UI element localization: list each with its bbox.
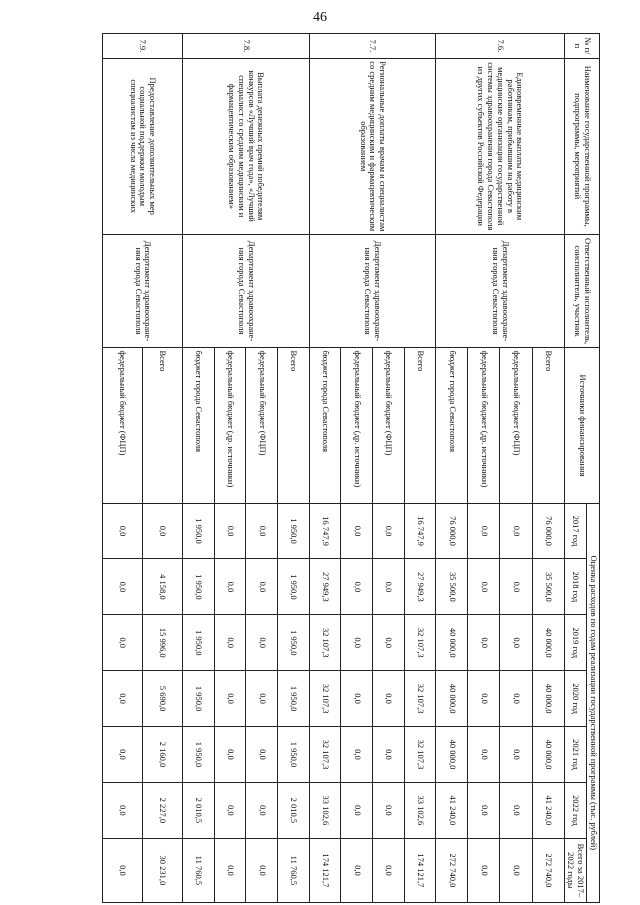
year-value: 0,0 (246, 615, 278, 671)
year-value: 32 107,3 (404, 615, 436, 671)
year-value: 0,0 (246, 727, 278, 783)
year-value: 0,0 (214, 671, 246, 727)
header-source: Источники финансирования (564, 348, 599, 503)
year-value: 0,0 (103, 727, 143, 783)
year-value: 0,0 (341, 503, 373, 559)
header-year: 2020 год (564, 671, 587, 727)
year-value: 0,0 (468, 727, 500, 783)
year-value: 15 996,0 (143, 615, 183, 671)
year-value: 0,0 (103, 559, 143, 615)
row-index: 7.6. (436, 34, 564, 59)
year-value: 0,0 (246, 503, 278, 559)
year-value: 0,0 (468, 782, 500, 838)
year-value: 76 000,0 (532, 503, 564, 559)
year-value: 0,0 (468, 671, 500, 727)
year-value: 16 747,9 (404, 503, 436, 559)
funding-source: федеральный бюджет (ФЦП) (372, 348, 404, 503)
year-value: 0,0 (500, 615, 532, 671)
funding-source: федеральный бюджет (ФЦП) (500, 348, 532, 503)
responsible-party: Департамент здравоохране-ния города Севастополя (183, 234, 310, 348)
year-value: 4 158,0 (143, 559, 183, 615)
year-value: 1 950,0 (278, 727, 310, 783)
year-value: 0,0 (341, 782, 373, 838)
table-row (278, 34, 310, 903)
year-value: 1 950,0 (278, 559, 310, 615)
year-value: 1 950,0 (278, 615, 310, 671)
year-value: 1 950,0 (278, 671, 310, 727)
year-value: 1 950,0 (183, 503, 215, 559)
year-value: 0,0 (103, 615, 143, 671)
year-value: 0,0 (103, 503, 143, 559)
header-name: Наименование государственной программы, подпрограммы, мероприятий (564, 58, 599, 234)
year-value: 16 747,9 (309, 503, 341, 559)
activity-name: Выплата денежных премий победителям конкурсов «Лучший врач года», «Лучший специалист со средним медицинским и фармацевтическим образованием» (183, 58, 310, 234)
year-value: 40 000,0 (436, 727, 468, 783)
total-value: 272 740,0 (436, 838, 468, 902)
year-value: 0,0 (372, 503, 404, 559)
table-row (532, 34, 564, 903)
year-value: 32 107,3 (404, 727, 436, 783)
total-value: 0,0 (246, 838, 278, 902)
header-year: 2018 год (564, 559, 587, 615)
funding-source: Всего (278, 348, 310, 503)
header-total: Всего за 2017–2022 годы (564, 838, 587, 902)
funding-source: Всего (143, 348, 183, 503)
total-value: 0,0 (214, 838, 246, 902)
year-value: 2 160,0 (143, 727, 183, 783)
year-value: 40 000,0 (532, 615, 564, 671)
year-value: 0,0 (103, 671, 143, 727)
year-value: 27 949,3 (404, 559, 436, 615)
year-value: 0,0 (500, 782, 532, 838)
header-year: 2021 год (564, 727, 587, 783)
year-value: 0,0 (341, 671, 373, 727)
total-value: 174 121,7 (404, 838, 436, 902)
year-value: 0,0 (500, 671, 532, 727)
header-num: № п/п (564, 34, 599, 59)
year-value: 0,0 (103, 782, 143, 838)
year-value: 0,0 (214, 782, 246, 838)
total-value: 11 760,5 (183, 838, 215, 902)
funding-source: федеральный бюджет (др. источники) (468, 348, 500, 503)
funding-source: Всего (404, 348, 436, 503)
year-value: 2 010,5 (278, 782, 310, 838)
year-value: 2 227,0 (143, 782, 183, 838)
year-value: 0,0 (246, 559, 278, 615)
year-value: 0,0 (246, 671, 278, 727)
header-year: 2022 год (564, 782, 587, 838)
year-value: 0,0 (468, 559, 500, 615)
activity-name: Региональные доплаты врачам и специалистам со средним медицинским и фармацевтическим образованием (309, 58, 436, 234)
funding-source: федеральный бюджет (др. источники) (214, 348, 246, 503)
funding-source: бюджет города Севастополя (436, 348, 468, 503)
year-value: 1 950,0 (183, 615, 215, 671)
year-value: 0,0 (372, 671, 404, 727)
activity-name: Предоставление дополнительных мер социальной поддержки молодым специалистам из числа медицинских (103, 58, 183, 234)
year-value: 32 107,3 (404, 671, 436, 727)
funding-source: бюджет города Севастополя (309, 348, 341, 503)
funding-source: федеральный бюджет (ФЦП) (103, 348, 143, 503)
row-index: 7.9. (103, 34, 183, 59)
row-index: 7.8. (183, 34, 310, 59)
year-value: 0,0 (214, 559, 246, 615)
year-value: 0,0 (372, 727, 404, 783)
total-value: 0,0 (500, 838, 532, 902)
year-value: 0,0 (246, 782, 278, 838)
year-value: 40 000,0 (436, 615, 468, 671)
year-value: 1 950,0 (278, 503, 310, 559)
year-value: 32 107,3 (309, 727, 341, 783)
year-value: 41 240,0 (436, 782, 468, 838)
year-value: 5 690,0 (143, 671, 183, 727)
total-value: 0,0 (341, 838, 373, 902)
total-value: 11 760,5 (278, 838, 310, 902)
budget-table (102, 33, 600, 903)
year-value: 33 102,6 (404, 782, 436, 838)
total-value: 174 121,7 (309, 838, 341, 902)
year-value: 0,0 (341, 727, 373, 783)
rotated-table-container (102, 33, 600, 903)
year-value: 0,0 (500, 503, 532, 559)
responsible-party: Департамент здравоохране-ния города Севастополя (436, 234, 564, 348)
year-value: 1 950,0 (183, 727, 215, 783)
year-value: 40 000,0 (532, 671, 564, 727)
year-value: 0,0 (372, 615, 404, 671)
year-value: 2 010,5 (183, 782, 215, 838)
year-value: 0,0 (341, 615, 373, 671)
year-value: 32 107,3 (309, 671, 341, 727)
responsible-party: Департамент здравоохране-ния города Севастополя (309, 234, 436, 348)
year-value: 35 500,0 (436, 559, 468, 615)
header-year: 2019 год (564, 615, 587, 671)
year-value: 0,0 (341, 559, 373, 615)
funding-source: бюджет города Севастополя (183, 348, 215, 503)
funding-source: Всего (532, 348, 564, 503)
year-value: 33 102,6 (309, 782, 341, 838)
funding-source: федеральный бюджет (др. источники) (341, 348, 373, 503)
year-value: 1 950,0 (183, 559, 215, 615)
table-row (404, 34, 436, 903)
year-value: 41 240,0 (532, 782, 564, 838)
year-value: 40 000,0 (436, 671, 468, 727)
year-value: 1 950,0 (183, 671, 215, 727)
total-value: 0,0 (468, 838, 500, 902)
activity-name: Единовременные выплаты медицинским работникам, прибывшим на работу в медицинские организации государственной системы здравоохранения города Севастополя из других субъектов Российской Федерации (436, 58, 564, 234)
total-value: 0,0 (103, 838, 143, 902)
year-value: 0,0 (468, 615, 500, 671)
year-value: 35 500,0 (532, 559, 564, 615)
year-value: 0,0 (372, 782, 404, 838)
year-value: 0,0 (372, 559, 404, 615)
table-row (143, 34, 183, 903)
total-value: 0,0 (372, 838, 404, 902)
year-value: 27 949,3 (309, 559, 341, 615)
total-value: 30 231,0 (143, 838, 183, 902)
header-year: 2017 год (564, 503, 587, 559)
year-value: 0,0 (214, 727, 246, 783)
year-value: 0,0 (468, 503, 500, 559)
year-value: 40 000,0 (532, 727, 564, 783)
year-value: 0,0 (500, 559, 532, 615)
year-value: 0,0 (214, 503, 246, 559)
responsible-party: Департамент здравоохране-ния города Севастополя (103, 234, 183, 348)
year-value: 76 000,0 (436, 503, 468, 559)
year-value: 0,0 (214, 615, 246, 671)
total-value: 272 740,0 (532, 838, 564, 902)
header-estimate: Оценка расходов по годам реализации государственной программы (тыс. рублей) (587, 503, 600, 902)
year-value: 32 107,3 (309, 615, 341, 671)
funding-source: федеральный бюджет (ФЦП) (246, 348, 278, 503)
header-responsible: Ответственный исполнитель, соисполнитель, участник (564, 234, 599, 348)
year-value: 0,0 (500, 727, 532, 783)
page-number: 46 (313, 10, 327, 25)
row-index: 7.7. (309, 34, 436, 59)
year-value: 0,0 (143, 503, 183, 559)
